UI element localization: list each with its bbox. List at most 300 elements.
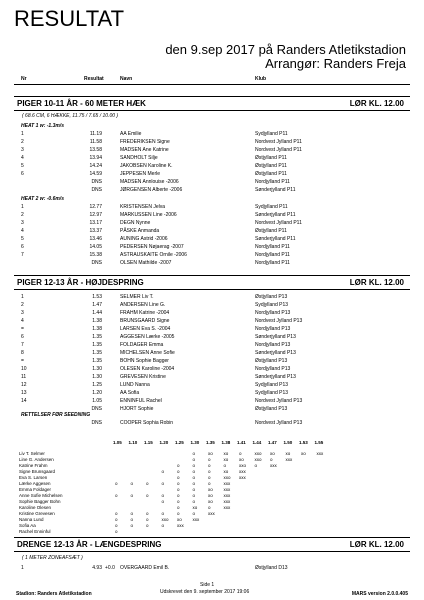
club-name: Nordvest Jylland P11 (255, 147, 302, 153)
result-value: 14.59 (89, 171, 102, 177)
result-row (0, 235, 424, 243)
athlete-name: AA Emilie (120, 131, 142, 137)
club-name: Sønderjylland P13 (255, 350, 296, 356)
result-value: DNS (91, 420, 102, 426)
result-row (0, 203, 424, 211)
attempt-athlete-name: Nanna Lund (19, 517, 44, 522)
attempt-athlete-name: Sofia Aa (19, 523, 36, 528)
result-row (0, 309, 424, 317)
athlete-name: FRAHM Katrine -2004 (120, 310, 170, 316)
athlete-name: ANDERSEN Line G. (120, 302, 166, 308)
divider (14, 551, 410, 552)
attempt-mark: o (177, 499, 180, 504)
athlete-name: JAKOBSEN Karoline K. (120, 163, 173, 169)
attempt-mark: o (254, 463, 258, 468)
attempt-mark: o (177, 505, 180, 510)
attempt-mark: o (146, 481, 149, 486)
athlete-name: COOPER Sophia Robin (120, 420, 174, 426)
attempt-mark: xxx (208, 511, 215, 516)
club-name: Sydjylland P13 (255, 382, 289, 388)
height-header: 1.05 (113, 440, 122, 445)
result-value: 13.17 (89, 220, 102, 226)
heights-header (0, 440, 424, 448)
attempt-mark: o (146, 523, 149, 528)
club-name: Nordvest Jylland P13 (255, 420, 303, 426)
attempt-mark: o (192, 469, 196, 474)
club-name: Nordjylland P13 (255, 342, 291, 348)
rank: 3 (21, 147, 24, 153)
attempt-mark: o (192, 499, 196, 504)
rank: 1 (21, 565, 24, 571)
result-row (0, 146, 424, 154)
rank: 4 (21, 228, 24, 234)
result-value: 4.93 (92, 565, 102, 571)
attempt-mark: o (115, 493, 118, 498)
attempt-mark: o (115, 529, 118, 534)
athlete-name: SELMER Liv T. (120, 294, 154, 300)
result-row (0, 381, 424, 389)
attempt-mark: xxx (192, 517, 200, 522)
attempt-mark: o (161, 469, 165, 474)
attempt-mark: xxo (254, 457, 262, 462)
height-header: 1.35 (206, 440, 215, 445)
attempt-mark: o (146, 517, 149, 522)
attempt-mark: xo (192, 505, 198, 510)
rank: 5 (21, 236, 24, 242)
result-row (0, 130, 424, 138)
attempt-mark: o (130, 511, 134, 516)
event-date-venue: den 9.sep 2017 på Randers Atletikstadion (165, 42, 406, 57)
rank: 1 (21, 131, 24, 137)
height-header: 1.38 (221, 440, 231, 445)
attempt-mark: xo (285, 451, 291, 456)
attempt-athlete-name: Signe Brunsgaard (19, 469, 56, 474)
result-value: 11.58 (89, 139, 102, 145)
result-row (0, 293, 424, 301)
attempt-mark: o (208, 457, 211, 462)
attempt-mark: o (177, 469, 180, 474)
attempt-mark: o (161, 523, 165, 528)
attempt-athlete-name: Anne Sofie Michelsen (19, 493, 63, 498)
attempt-mark: xo (301, 451, 306, 456)
attempt-athlete-name: Emma Foldager (19, 487, 52, 492)
result-value: DNS (91, 179, 102, 185)
attempt-mark: o (192, 481, 196, 486)
club-name: Sønderjylland P13 (255, 334, 296, 340)
club-name: Sydjylland P13 (255, 390, 289, 396)
section-title: DRENGE 12-13 ÅR - LÆNGDESPRING (17, 540, 162, 549)
attempt-mark: xo (223, 469, 229, 474)
club-name: Sønderjylland P11 (255, 212, 296, 218)
result-row (0, 419, 424, 427)
athlete-name: HJORT Sophie (120, 406, 154, 412)
result-row (0, 243, 424, 251)
heat-label: HEAT 2 w: -0.6m/s (21, 196, 64, 202)
page-title: RESULTAT (14, 6, 125, 31)
result-value: DNS (91, 187, 102, 193)
attempt-mark: o (161, 499, 165, 504)
result-row (0, 349, 424, 357)
attempt-mark: xo (239, 457, 244, 462)
software-version: MARS version 2.0.0.405 (351, 591, 408, 597)
athlete-name: BOHN Sophie Bagger (120, 358, 169, 364)
result-value: 13.46 (89, 236, 102, 242)
result-value: 13.37 (89, 228, 102, 234)
result-value: 13.58 (89, 147, 102, 153)
attempt-mark: o (223, 463, 227, 468)
attempt-mark: xxx (223, 505, 231, 510)
result-row (0, 317, 424, 325)
height-header: 1.20 (159, 440, 169, 445)
result-value: 14.05 (89, 244, 102, 250)
result-row (0, 389, 424, 397)
section-time: LØR KL. 12.00 (349, 99, 404, 108)
attempt-mark: o (146, 493, 149, 498)
athlete-name: OVERGAARD Emil B. (120, 565, 170, 571)
athlete-name: BRUNSGAARD Signe (120, 318, 170, 324)
club-name: Nordjylland P13 (255, 366, 291, 372)
rank: 10 (21, 366, 27, 372)
club-name: Sydjylland P11 (255, 131, 288, 137)
attempt-mark: o (177, 463, 180, 468)
attempt-mark: o (115, 523, 118, 528)
club-name: Nordvest Jylland P13 (255, 318, 303, 324)
club-name: Østjylland P11 (255, 155, 287, 161)
attempt-mark: o (115, 481, 118, 486)
attempt-mark: xo (177, 517, 182, 522)
attempt-mark: xxo (161, 517, 169, 522)
club-name: Nordvest Jylland P11 (255, 220, 302, 226)
attempt-mark: o (130, 523, 134, 528)
attempt-mark: xxx (177, 523, 184, 528)
attempt-mark: xxx (239, 469, 246, 474)
result-row (0, 365, 424, 373)
rank: 7 (21, 252, 24, 258)
result-row (0, 162, 424, 170)
attempt-mark: xo (208, 499, 213, 504)
section-spec: ( 1 METER ZONEAFSÆT ) (22, 555, 83, 561)
attempt-mark: o (115, 511, 118, 516)
rank: 2 (21, 302, 24, 308)
result-value: 13.94 (89, 155, 102, 161)
page-number: Side 1 (200, 582, 215, 588)
attempt-mark: xxx (223, 493, 231, 498)
rank: = (21, 358, 24, 364)
attempt-mark: xxo (223, 475, 231, 480)
height-header: 1.53 (299, 440, 308, 445)
attempt-mark: o (208, 469, 211, 474)
club-name: Nordjylland P13 (255, 326, 291, 332)
attempt-mark: xo (223, 457, 229, 462)
attempt-mark: o (161, 493, 165, 498)
result-value: 1.05 (92, 398, 102, 404)
attempt-athlete-name: Line G. Andersen (19, 457, 54, 462)
attempt-mark: o (177, 481, 180, 486)
result-row (0, 227, 424, 235)
attempt-mark: xxx (239, 475, 246, 480)
rank: 6 (21, 334, 24, 340)
athlete-name: SANDHOLT Silje (120, 155, 158, 161)
attempt-mark: o (115, 517, 118, 522)
rank: 2 (21, 212, 24, 218)
rank: 6 (21, 171, 24, 177)
club-name: Østjylland P13 (255, 358, 288, 364)
attempt-athlete-name: Kristine Grevesen (19, 511, 55, 516)
result-value: 1.30 (92, 366, 102, 372)
rank: 4 (21, 155, 24, 161)
rank: 7 (21, 342, 24, 348)
attempt-mark: o (130, 481, 134, 486)
club-name: Nordjylland P11 (255, 244, 290, 250)
club-name: Nordjylland P13 (255, 310, 291, 316)
result-value: 1.44 (92, 310, 102, 316)
height-header: 1.44 (252, 440, 262, 445)
attempt-athlete-name: Karoline Olesen (19, 505, 52, 510)
divider (14, 84, 410, 85)
height-header: 1.25 (175, 440, 184, 445)
result-value: 1.25 (92, 382, 102, 388)
result-value: 1.35 (92, 342, 102, 348)
attempt-mark: o (130, 493, 134, 498)
section-spec: ( 68.6 CM, 6 HÆKKE, 11.75 / 7.65 / 10.00 ) (22, 113, 119, 119)
result-row (0, 333, 424, 341)
club-name: Sydjylland P11 (255, 204, 288, 210)
attempt-mark: xo (208, 493, 213, 498)
athlete-name: MADSEN Annlouise -2006 (120, 179, 179, 185)
attempt-mark: xo (208, 487, 213, 492)
attempt-mark: o (161, 511, 165, 516)
athlete-name: JØRGENSEN Alberte -2006 (120, 187, 183, 193)
result-row (0, 186, 424, 194)
attempt-mark: o (130, 517, 134, 522)
height-header: 1.15 (144, 440, 153, 445)
rank: 13 (21, 390, 27, 396)
club-name: Nordvest Jylland P13 (255, 398, 303, 404)
result-value: 1.35 (92, 358, 102, 364)
club-name: Østjylland P13 (255, 406, 288, 412)
attempt-mark: xxx (223, 481, 231, 486)
result-row (0, 357, 424, 365)
attempt-athlete-name: Lærke Aggesen (19, 481, 51, 486)
attempt-mark: xxx (316, 451, 324, 456)
result-value: DNS (91, 406, 102, 412)
result-row (0, 397, 424, 405)
attempt-mark: o (270, 457, 273, 462)
corrections-label: RETTELSER FØR SEEDNING (21, 412, 91, 418)
athlete-name: MICHELSEN Anne Sofie (120, 350, 175, 356)
attempt-mark: o (192, 463, 196, 468)
result-value: 12.77 (89, 204, 102, 210)
divider (14, 110, 410, 111)
attempt-athlete-name: Katrine Frahm (19, 463, 48, 468)
athlete-name: MADSEN Ane Katrine (120, 147, 169, 153)
result-value: 1.47 (92, 302, 102, 308)
athlete-name: LUND Nanna (120, 382, 150, 388)
attempt-mark: xo (270, 451, 275, 456)
athlete-name: AGGESEN Lærke -2005 (120, 334, 175, 340)
club-name: Østjylland P11 (255, 171, 287, 177)
section-time: LØR KL. 12.00 (349, 540, 404, 549)
result-value: 15.38 (89, 252, 102, 258)
col-header-club: Klub (255, 76, 267, 82)
athlete-name: ENNINFUL Rachel (120, 398, 162, 404)
attempt-mark: o (192, 475, 196, 480)
rank: 8 (21, 350, 24, 356)
club-name: Nordjylland P11 (255, 179, 290, 185)
divider (14, 275, 410, 276)
athlete-name: OLSEN Mathilde -2007 (120, 260, 172, 266)
attempt-mark: o (177, 493, 180, 498)
printed-timestamp: Udskrevet den 9. september 2017 19:06 (160, 589, 250, 595)
rank: 14 (21, 398, 27, 404)
athlete-name: PEDERSEN Nøjaerag -2007 (120, 244, 184, 250)
attempt-athlete-name: Eva S. Larsen (19, 475, 48, 480)
result-value: 1.38 (92, 326, 102, 332)
club-name: Sønderjylland P11 (255, 187, 296, 193)
section-title: PIGER 12-13 ÅR - HØJDESPRING (17, 278, 144, 287)
club-name: Østjylland P11 (255, 228, 287, 234)
attempt-mark: o (177, 475, 180, 480)
attempt-mark: xxx (223, 499, 231, 504)
result-row (0, 219, 424, 227)
attempt-mark: xxo (239, 463, 247, 468)
stadium-label: Stadion: Randers Atletikstadion (16, 591, 92, 597)
rank: = (21, 326, 24, 332)
attempt-mark: o (239, 451, 242, 456)
result-value: 1.38 (92, 318, 102, 324)
rank: 2 (21, 139, 24, 145)
attempt-athlete-name: Sophie Bagger Bohn (19, 499, 61, 504)
rank: 1 (21, 294, 24, 300)
divider (14, 96, 410, 97)
rank: 5 (21, 163, 24, 169)
result-row (0, 564, 424, 572)
result-value: 11.19 (89, 131, 102, 137)
height-header: 1.30 (190, 440, 200, 445)
divider (14, 537, 410, 538)
result-row (0, 301, 424, 309)
attempt-mark: o (208, 481, 211, 486)
attempt-mark: o (177, 487, 180, 492)
attempt-athlete-name: Liv T. Selmer (19, 451, 45, 456)
rank: 1 (21, 204, 24, 210)
height-header: 1.41 (237, 440, 246, 445)
result-row (0, 373, 424, 381)
club-name: Sydjylland P13 (255, 302, 289, 308)
attempt-mark: xxx (270, 463, 277, 468)
attempt-mark: o (161, 481, 165, 486)
organizer: Arrangør: Randers Freja (265, 56, 406, 71)
result-row (0, 251, 424, 259)
result-row (0, 211, 424, 219)
athlete-name: FOLDAGER Emma (120, 342, 164, 348)
result-value: 12.97 (89, 212, 102, 218)
divider (14, 289, 410, 290)
attempt-mark: o (192, 457, 196, 462)
attempt-athlete-name: Rachel Enninful (19, 529, 51, 534)
rank: 11 (21, 374, 27, 380)
attempt-mark: xxo (254, 451, 262, 456)
rank: 6 (21, 244, 24, 250)
result-value: DNS (91, 260, 102, 266)
club-name: Nordjylland P11 (255, 252, 290, 258)
rank: 4 (21, 318, 24, 324)
athlete-name: GREVESEN Kristine (120, 374, 166, 380)
result-value: 1.53 (92, 294, 102, 300)
rank: 3 (21, 310, 24, 316)
rank: 3 (21, 220, 24, 226)
result-value: 1.35 (92, 334, 102, 340)
result-value: 14.24 (89, 163, 102, 169)
attempt-mark: o (192, 493, 196, 498)
height-header: 1.50 (283, 440, 293, 445)
result-row (0, 325, 424, 333)
height-header: 1.55 (314, 440, 324, 445)
section-title: PIGER 10-11 ÅR - 60 METER HÆK (17, 99, 146, 108)
club-name: Sønderjylland P11 (255, 236, 296, 242)
attempt-mark: xxx (285, 457, 293, 462)
club-name: Østjylland D13 (255, 565, 288, 571)
result-row (0, 154, 424, 162)
result-row (0, 178, 424, 186)
attempt-mark: o (192, 511, 196, 516)
result-row (0, 170, 424, 178)
result-value: 1.35 (92, 350, 102, 356)
attempt-mark: o (208, 505, 211, 510)
attempt-mark: o (208, 463, 211, 468)
height-header: 1.47 (268, 440, 277, 445)
attempt-mark: o (208, 475, 211, 480)
attempt-mark: xo (223, 451, 229, 456)
attempt-mark: o (192, 487, 196, 492)
result-value: 1.20 (92, 390, 102, 396)
athlete-name: AUNING Astrid -2006 (120, 236, 168, 242)
athlete-name: OLESEN Karoline -2004 (120, 366, 175, 372)
rank: 12 (21, 382, 27, 388)
club-name: Nordjylland P11 (255, 260, 290, 266)
col-header-nr: Nr (21, 76, 27, 82)
club-name: Østjylland P11 (255, 163, 287, 169)
athlete-name: JEPPESEN Merle (120, 171, 161, 177)
club-name: Nordvest Jylland P11 (255, 139, 302, 145)
height-header: 1.10 (128, 440, 138, 445)
result-row (0, 341, 424, 349)
attempt-mark: o (177, 511, 180, 516)
attempt-mark: xo (208, 451, 213, 456)
heat-label: HEAT 1 w: -1.3m/s (21, 123, 64, 129)
athlete-name: ASTRAUSKAITE Ornile -2006 (120, 252, 187, 258)
athlete-name: DEGN Nynne (120, 220, 151, 226)
attempt-mark: o (146, 511, 149, 516)
section-time: LØR KL. 12.00 (349, 278, 404, 287)
wind-value: +0.0 (105, 565, 115, 571)
attempt-mark: o (192, 451, 196, 456)
col-header-result: Resultat (84, 76, 104, 82)
result-row (0, 138, 424, 146)
athlete-name: KRISTENSEN Jelva (120, 204, 166, 210)
athlete-name: FREDERIKSEN Signe (120, 139, 170, 145)
attempt-mark: xxx (223, 487, 231, 492)
athlete-name: AA Sofia (120, 390, 140, 396)
result-row (0, 259, 424, 267)
club-name: Sønderjylland P13 (255, 374, 296, 380)
result-value: 1.30 (92, 374, 102, 380)
athlete-name: MARKUSSEN Line -2006 (120, 212, 177, 218)
athlete-name: PÅSKE Anmanda (120, 228, 160, 234)
col-header-name: Navn (120, 76, 133, 82)
club-name: Østjylland P13 (255, 294, 288, 300)
athlete-name: LARSEN Eva S. -2004 (120, 326, 171, 332)
